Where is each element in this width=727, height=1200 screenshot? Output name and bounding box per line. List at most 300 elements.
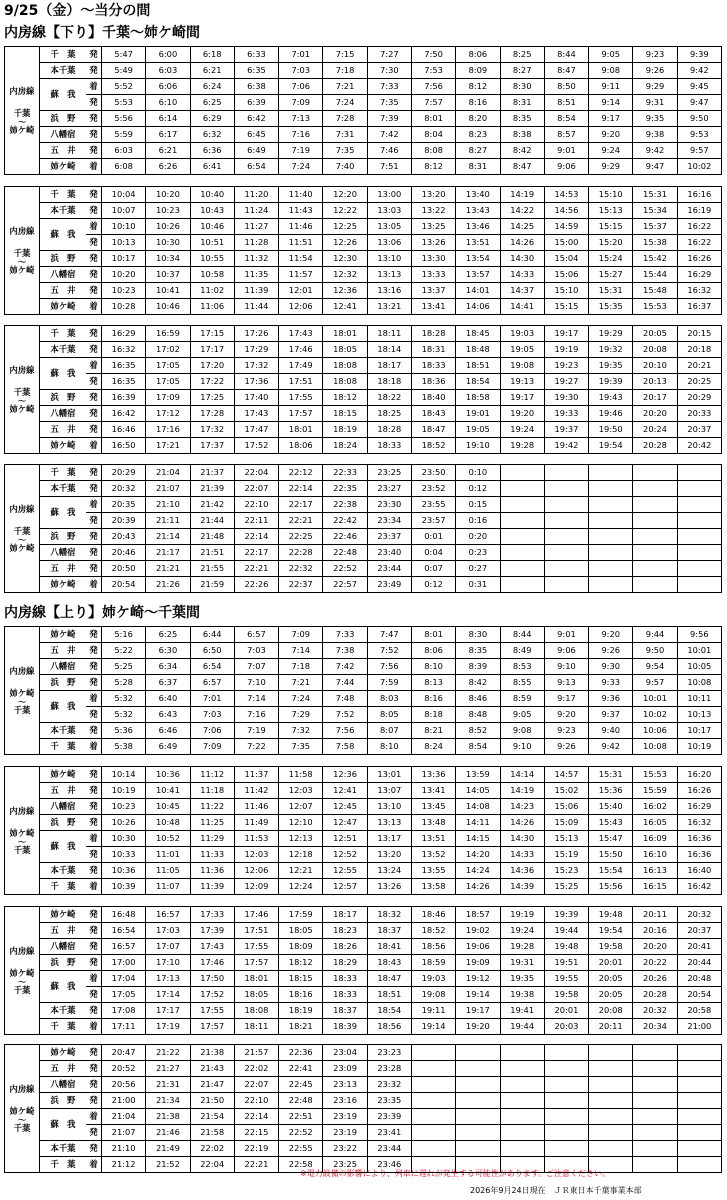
time-cell: 18:01 (234, 971, 278, 987)
station-name: 浜 野 (40, 529, 87, 545)
time-cell: 8:50 (544, 79, 588, 95)
time-cell: 22:37 (279, 577, 323, 593)
line-label-text: 姉ケ崎 (9, 542, 35, 553)
time-cell: 22:45 (279, 1077, 323, 1093)
time-cell (677, 529, 721, 545)
time-cell (456, 1077, 500, 1093)
time-cell: 8:54 (544, 111, 588, 127)
time-cell: 7:52 (367, 643, 411, 659)
time-cell: 10:02 (633, 707, 677, 723)
time-cell (544, 1157, 588, 1173)
time-cell: 17:25 (190, 390, 234, 406)
line-label-text: 千葉 (13, 526, 31, 537)
time-cell (677, 1125, 721, 1141)
time-cell: 7:57 (411, 95, 455, 111)
time-cell: 20:43 (102, 529, 146, 545)
time-cell (500, 1125, 544, 1141)
time-cell: 20:34 (633, 1019, 677, 1035)
time-cell: 19:39 (589, 374, 633, 390)
time-cell: 9:01 (544, 627, 588, 643)
arr-dep-type: 発 (86, 267, 102, 283)
arr-dep-type: 発 (86, 374, 102, 390)
time-cell (544, 481, 588, 497)
time-cell: 18:29 (323, 955, 367, 971)
time-cell: 11:51 (279, 235, 323, 251)
time-cell: 6:32 (190, 127, 234, 143)
time-cell: 23:19 (323, 1125, 367, 1141)
time-cell: 21:38 (146, 1109, 190, 1125)
time-cell: 18:14 (367, 342, 411, 358)
time-cell: 22:15 (234, 1125, 278, 1141)
time-cell: 7:24 (323, 95, 367, 111)
line-label-text: 姉ケ崎 (9, 124, 35, 135)
time-cell: 13:25 (411, 219, 455, 235)
arr-dep-type: 発 (86, 939, 102, 955)
time-cell: 9:26 (633, 63, 677, 79)
time-cell: 13:54 (456, 251, 500, 267)
line-label-text: 姉ケ崎 (9, 403, 35, 414)
time-cell: 17:43 (190, 939, 234, 955)
arr-dep-type: 着 (86, 831, 102, 847)
time-cell: 21:34 (146, 1093, 190, 1109)
line-label-text: ～ (17, 256, 27, 267)
time-cell: 16:48 (102, 907, 146, 923)
time-cell: 16:42 (677, 879, 721, 895)
time-cell (589, 1045, 633, 1061)
time-cell: 12:24 (279, 879, 323, 895)
time-cell (633, 577, 677, 593)
time-cell: 21:43 (190, 1061, 234, 1077)
time-cell: 7:10 (234, 675, 278, 691)
station-name: 八幡宿 (40, 127, 87, 143)
time-cell: 21:00 (102, 1093, 146, 1109)
time-cell: 14:15 (456, 831, 500, 847)
arr-dep-type: 発 (86, 513, 102, 529)
time-cell: 17:20 (190, 358, 234, 374)
time-cell: 21:22 (146, 1045, 190, 1061)
time-cell: 12:10 (279, 815, 323, 831)
time-cell: 5:32 (102, 707, 146, 723)
time-cell: 20:56 (102, 1077, 146, 1093)
time-cell: 5:28 (102, 675, 146, 691)
time-cell: 10:17 (102, 251, 146, 267)
time-cell: 22:07 (234, 1077, 278, 1093)
time-cell: 15:25 (544, 879, 588, 895)
arr-dep-type: 発 (86, 675, 102, 691)
time-cell: 19:41 (500, 1003, 544, 1019)
time-cell: 5:32 (102, 691, 146, 707)
time-cell: 9:39 (677, 47, 721, 63)
timetable-row (5, 907, 722, 923)
time-cell: 15:09 (544, 815, 588, 831)
time-cell: 18:16 (279, 987, 323, 1003)
station-name: 浜 野 (40, 111, 87, 127)
time-cell: 21:47 (190, 1077, 234, 1093)
time-cell: 14:01 (456, 283, 500, 299)
time-cell: 16:02 (633, 799, 677, 815)
time-cell: 7:16 (234, 707, 278, 723)
time-cell: 18:54 (456, 374, 500, 390)
time-cell: 8:38 (500, 127, 544, 143)
time-cell: 13:51 (456, 235, 500, 251)
time-cell: 8:46 (456, 691, 500, 707)
time-cell: 15:31 (589, 283, 633, 299)
time-cell: 22:10 (234, 497, 278, 513)
time-cell: 20:28 (633, 987, 677, 1003)
time-cell: 7:19 (234, 723, 278, 739)
time-cell (411, 1141, 455, 1157)
time-cell (589, 1077, 633, 1093)
time-cell: 19:03 (411, 971, 455, 987)
time-cell: 8:31 (500, 95, 544, 111)
arr-dep-type: 発 (86, 783, 102, 799)
timetable-row (5, 723, 722, 739)
time-cell: 6:30 (146, 643, 190, 659)
time-cell: 20:18 (677, 342, 721, 358)
time-cell: 13:30 (411, 251, 455, 267)
time-cell: 22:14 (234, 529, 278, 545)
time-cell: 7:33 (323, 627, 367, 643)
time-cell (500, 1061, 544, 1077)
line-label-text: 姉ケ崎 (9, 968, 35, 979)
arr-dep-type: 発 (86, 815, 102, 831)
time-cell: 18:45 (456, 326, 500, 342)
time-cell: 14:05 (456, 783, 500, 799)
arr-dep-type: 発 (86, 627, 102, 643)
station-name: 浜 野 (40, 1093, 87, 1109)
time-cell: 15:23 (544, 863, 588, 879)
time-cell: 10:36 (146, 767, 190, 783)
timetable-row (5, 251, 722, 267)
time-cell: 8:42 (500, 143, 544, 159)
time-cell: 10:11 (677, 691, 721, 707)
time-cell: 22:17 (279, 497, 323, 513)
time-cell: 13:10 (367, 799, 411, 815)
time-cell: 10:43 (190, 203, 234, 219)
time-cell: 12:52 (323, 847, 367, 863)
time-cell: 19:55 (544, 971, 588, 987)
time-cell: 10:51 (190, 235, 234, 251)
time-cell: 0:15 (456, 497, 500, 513)
time-cell: 7:16 (279, 127, 323, 143)
time-cell: 23:27 (367, 481, 411, 497)
time-cell: 8:44 (500, 627, 544, 643)
time-cell: 10:30 (102, 831, 146, 847)
line-label-text: 千葉 (13, 844, 31, 855)
time-cell: 8:06 (456, 47, 500, 63)
time-cell (411, 1093, 455, 1109)
time-cell: 20:35 (102, 497, 146, 513)
time-cell: 18:01 (323, 326, 367, 342)
time-cell: 6:38 (234, 79, 278, 95)
time-cell: 5:22 (102, 643, 146, 659)
time-cell: 8:51 (544, 95, 588, 111)
time-cell: 7:01 (279, 47, 323, 63)
time-cell (456, 1125, 500, 1141)
time-cell: 7:56 (367, 659, 411, 675)
arr-dep-type: 発 (86, 863, 102, 879)
timetable-row (5, 1019, 722, 1035)
timetable-row (5, 326, 722, 342)
time-cell: 21:57 (234, 1045, 278, 1061)
time-cell: 6:25 (190, 95, 234, 111)
time-cell: 19:48 (544, 939, 588, 955)
time-cell: 19:24 (500, 422, 544, 438)
time-cell: 20:15 (677, 326, 721, 342)
time-cell (633, 465, 677, 481)
time-cell: 7:35 (323, 143, 367, 159)
time-cell (456, 1141, 500, 1157)
time-cell: 22:52 (323, 561, 367, 577)
time-cell: 17:16 (146, 422, 190, 438)
time-cell: 9:23 (544, 723, 588, 739)
timetable-row (5, 1003, 722, 1019)
time-cell: 6:42 (234, 111, 278, 127)
time-cell: 15:06 (544, 267, 588, 283)
time-cell: 20:13 (633, 374, 677, 390)
time-cell: 22:04 (234, 465, 278, 481)
time-cell: 12:03 (234, 847, 278, 863)
time-cell: 12:18 (279, 847, 323, 863)
time-cell: 22:11 (234, 513, 278, 529)
time-cell: 18:52 (411, 923, 455, 939)
time-cell: 13:58 (411, 879, 455, 895)
time-cell: 15:35 (589, 299, 633, 315)
time-cell: 7:33 (367, 79, 411, 95)
time-cell: 9:08 (589, 63, 633, 79)
time-cell: 22:17 (234, 545, 278, 561)
time-cell: 15:56 (589, 879, 633, 895)
arr-dep-type: 着 (86, 299, 102, 315)
time-cell: 19:20 (456, 1019, 500, 1035)
time-cell: 19:44 (544, 923, 588, 939)
time-cell: 9:53 (677, 127, 721, 143)
time-cell: 17:26 (234, 326, 278, 342)
time-cell: 18:41 (367, 939, 411, 955)
time-cell: 7:21 (323, 79, 367, 95)
time-cell: 20:32 (633, 1003, 677, 1019)
time-cell: 9:47 (633, 159, 677, 175)
time-cell: 13:26 (367, 879, 411, 895)
time-cell (677, 481, 721, 497)
time-cell: 15:53 (633, 767, 677, 783)
time-cell: 6:54 (234, 159, 278, 175)
time-cell: 0:12 (411, 577, 455, 593)
time-cell: 21:44 (190, 513, 234, 529)
time-cell: 13:37 (411, 283, 455, 299)
station-name: 千 葉 (40, 465, 87, 481)
time-cell (456, 1109, 500, 1125)
time-cell: 18:51 (456, 358, 500, 374)
time-cell (500, 529, 544, 545)
time-cell: 15:31 (633, 187, 677, 203)
station-name: 姉ケ崎 (40, 1045, 87, 1061)
line-label-text: ～ (17, 534, 27, 545)
line-label-text: 千葉 (13, 704, 31, 715)
time-cell: 20:33 (677, 406, 721, 422)
time-cell: 11:54 (279, 251, 323, 267)
time-cell: 21:07 (146, 481, 190, 497)
time-cell: 19:05 (500, 342, 544, 358)
time-cell: 13:03 (367, 203, 411, 219)
arr-dep-type: 発 (86, 143, 102, 159)
time-cell: 10:58 (190, 267, 234, 283)
time-cell: 16:54 (102, 923, 146, 939)
time-cell: 15:19 (544, 847, 588, 863)
time-cell: 14:23 (500, 799, 544, 815)
time-cell: 17:05 (102, 987, 146, 1003)
time-cell (589, 561, 633, 577)
time-cell: 7:14 (279, 643, 323, 659)
time-cell: 17:05 (146, 374, 190, 390)
time-cell: 13:07 (367, 783, 411, 799)
time-cell: 13:48 (411, 815, 455, 831)
time-cell: 23:52 (411, 481, 455, 497)
timetable-row (5, 406, 722, 422)
time-cell: 9:20 (544, 707, 588, 723)
time-cell: 12:03 (279, 783, 323, 799)
time-cell: 20:03 (544, 1019, 588, 1035)
time-cell: 5:38 (102, 739, 146, 755)
time-cell: 20:05 (589, 971, 633, 987)
time-cell: 8:47 (500, 159, 544, 175)
line-label-text: 千葉 (13, 1122, 31, 1133)
timetable-block (4, 325, 722, 454)
time-cell: 15:38 (633, 235, 677, 251)
time-cell: 13:57 (456, 267, 500, 283)
time-cell (633, 545, 677, 561)
time-cell: 16:32 (677, 815, 721, 831)
time-cell: 19:44 (500, 1019, 544, 1035)
time-cell: 11:39 (190, 879, 234, 895)
time-cell: 10:23 (102, 283, 146, 299)
time-cell (456, 1045, 500, 1061)
line-label-text: 内房線 (9, 665, 35, 676)
time-cell: 20:20 (633, 939, 677, 955)
timetable-row (5, 987, 722, 1003)
time-cell: 0:27 (456, 561, 500, 577)
time-cell: 18:37 (367, 923, 411, 939)
timetable-block (4, 906, 722, 1035)
time-cell: 19:58 (544, 987, 588, 1003)
time-cell: 19:17 (500, 390, 544, 406)
time-cell: 17:46 (234, 907, 278, 923)
time-cell: 7:09 (279, 627, 323, 643)
arr-dep-type: 発 (86, 799, 102, 815)
time-cell: 21:12 (102, 1157, 146, 1173)
section-heading: 内房線【下り】千葉～姉ケ崎間 (4, 25, 200, 41)
time-cell: 22:46 (323, 529, 367, 545)
time-cell: 14:24 (456, 863, 500, 879)
time-cell: 15:10 (589, 187, 633, 203)
time-cell: 8:47 (544, 63, 588, 79)
time-cell: 10:13 (677, 707, 721, 723)
line-label (5, 767, 40, 895)
time-cell (633, 1093, 677, 1109)
time-cell: 16:26 (677, 783, 721, 799)
time-cell: 8:10 (411, 659, 455, 675)
time-cell: 21:51 (190, 545, 234, 561)
time-cell: 14:30 (500, 831, 544, 847)
section-heading: 内房線【上り】姉ケ崎～千葉間 (4, 605, 200, 621)
time-cell: 19:08 (411, 987, 455, 1003)
time-cell: 13:22 (411, 203, 455, 219)
time-cell: 16:13 (633, 863, 677, 879)
time-cell: 10:06 (633, 723, 677, 739)
arr-dep-type: 発 (86, 1077, 102, 1093)
time-cell: 17:51 (234, 923, 278, 939)
time-cell (500, 545, 544, 561)
station-name: 八幡宿 (40, 939, 87, 955)
time-cell: 11:35 (234, 267, 278, 283)
time-cell: 19:54 (589, 438, 633, 454)
time-cell: 10:19 (677, 739, 721, 755)
time-cell: 23:09 (323, 1061, 367, 1077)
time-cell: 10:19 (102, 783, 146, 799)
time-cell: 6:18 (190, 47, 234, 63)
time-cell: 10:10 (102, 219, 146, 235)
time-cell: 12:07 (279, 799, 323, 815)
time-cell: 11:33 (190, 847, 234, 863)
timetable-block (4, 186, 722, 315)
time-cell: 18:31 (411, 342, 455, 358)
time-cell: 18:26 (323, 939, 367, 955)
time-cell (633, 1045, 677, 1061)
arr-dep-type: 着 (86, 1019, 102, 1035)
station-name: 八幡宿 (40, 659, 87, 675)
time-cell: 11:25 (190, 815, 234, 831)
time-cell: 18:33 (367, 438, 411, 454)
time-cell: 23:37 (367, 529, 411, 545)
time-cell: 19:37 (544, 422, 588, 438)
station-name: 五 井 (40, 783, 87, 799)
timetable-row (5, 1125, 722, 1141)
time-cell: 20:11 (633, 907, 677, 923)
time-cell: 18:57 (456, 907, 500, 923)
time-cell: 12:20 (323, 187, 367, 203)
time-cell: 23:32 (367, 1077, 411, 1093)
time-cell: 18:15 (279, 971, 323, 987)
time-cell (633, 1141, 677, 1157)
line-label-text: 千葉 (13, 387, 31, 398)
time-cell: 21:48 (190, 529, 234, 545)
time-cell: 18:32 (367, 907, 411, 923)
time-cell: 11:36 (190, 863, 234, 879)
timetable-row (5, 1109, 722, 1125)
time-cell: 15:34 (633, 203, 677, 219)
time-cell: 22:02 (234, 1061, 278, 1077)
time-cell: 7:03 (279, 63, 323, 79)
time-cell: 17:19 (146, 1019, 190, 1035)
time-cell: 9:42 (633, 143, 677, 159)
time-cell: 22:55 (279, 1141, 323, 1157)
time-cell: 21:38 (190, 1045, 234, 1061)
time-cell (544, 497, 588, 513)
time-cell: 10:23 (102, 799, 146, 815)
time-cell: 19:42 (544, 438, 588, 454)
time-cell: 18:19 (279, 1003, 323, 1019)
time-cell: 9:30 (589, 659, 633, 675)
time-cell: 13:59 (456, 767, 500, 783)
time-cell: 8:27 (500, 63, 544, 79)
time-cell: 6:10 (146, 95, 190, 111)
time-cell: 5:25 (102, 659, 146, 675)
time-cell (633, 513, 677, 529)
time-cell: 7:35 (279, 739, 323, 755)
timetable-row (5, 267, 722, 283)
time-cell: 8:12 (456, 79, 500, 95)
delay-notice: ※電力設備の影響により、列車に遅れが発生する可能性があります。ご注意ください。 (300, 1169, 611, 1178)
